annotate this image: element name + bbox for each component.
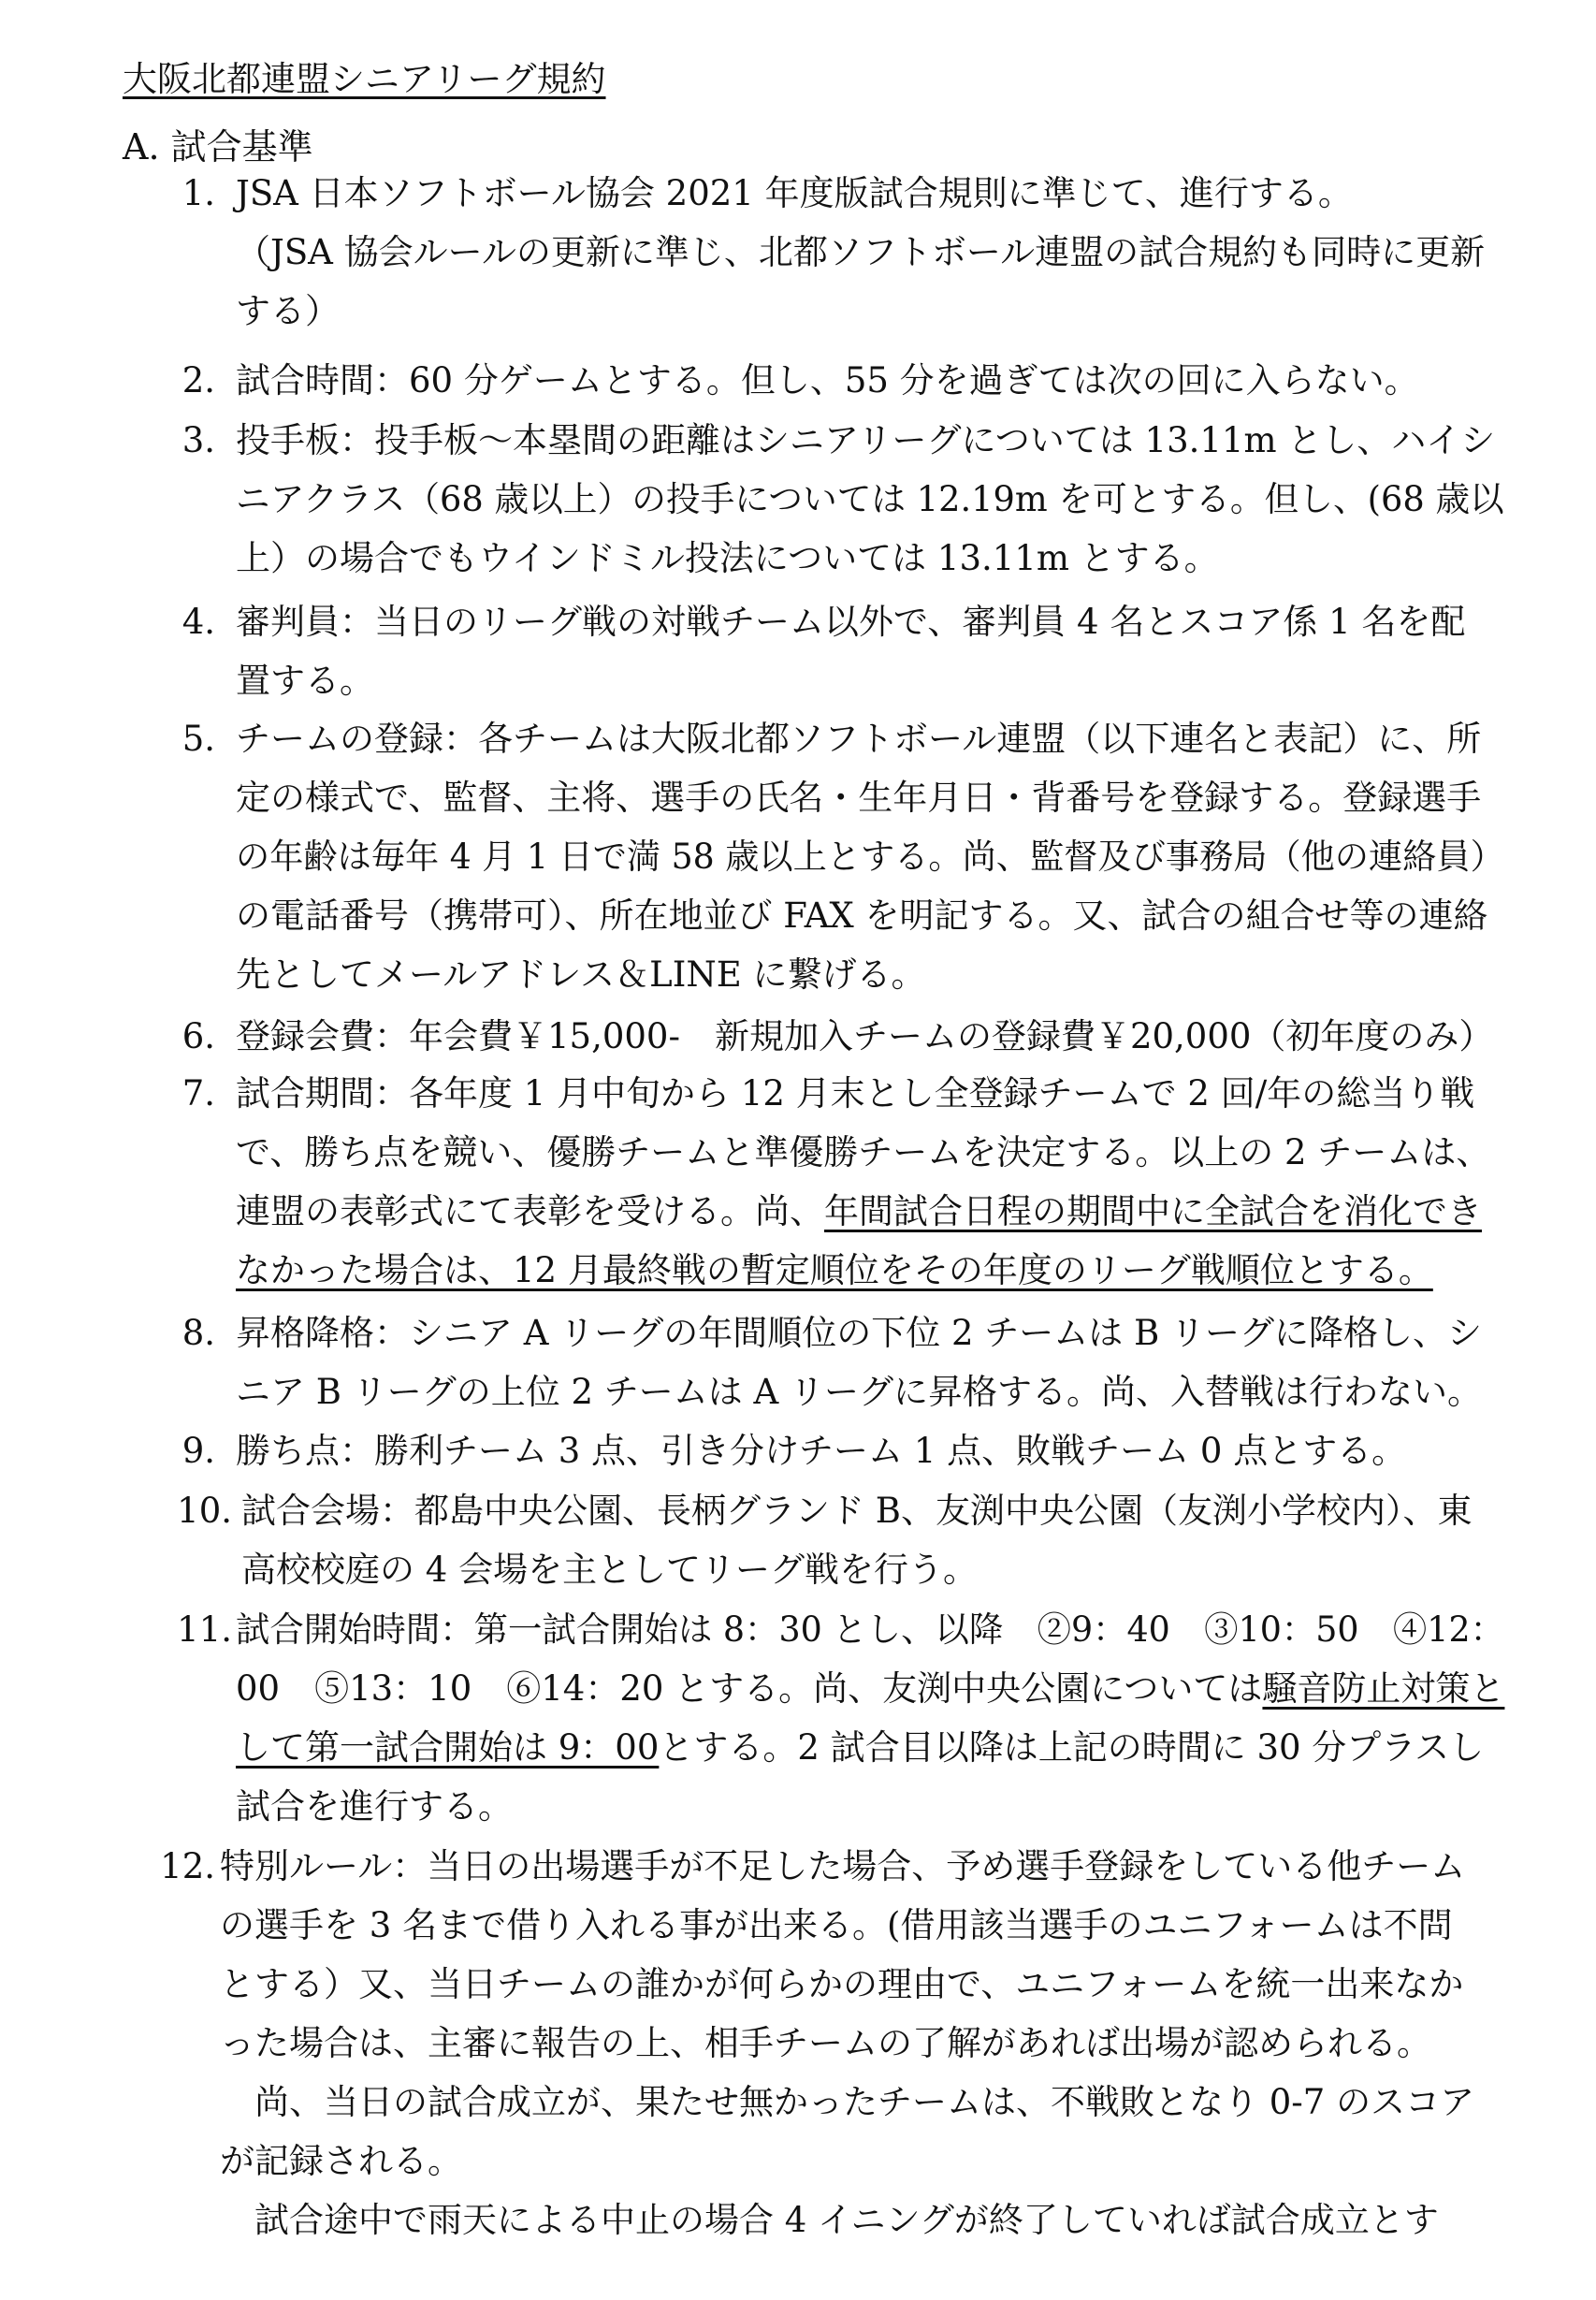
text-segment: の電話番号（携帯可）、所在地並び FAX を明記する。又、試合の組合せ等の連絡 xyxy=(236,895,1488,936)
text-segment: ニア B リーグの上位 2 チームは A リーグに昇格する。尚、入替戦は行わない。 xyxy=(236,1372,1483,1412)
rule-number: 1. xyxy=(181,173,215,213)
underlined-text: なかった場合は、12 月最終戦の暫定順位をその年度のリーグ戦順位とする。 xyxy=(236,1250,1433,1290)
rule-text-line xyxy=(236,834,1504,881)
text-segment: 勝ち点：勝利チーム 3 点、引き分けチーム 1 点、敗戦チーム 0 点とする。 xyxy=(236,1431,1407,1471)
text-segment: 審判員：当日のリーグ戦の対戦チーム以外で、審判員 4 名とスコア係 1 名を配 xyxy=(236,602,1466,642)
text-segment: （JSA 協会ルールの更新に準じ、北都ソフトボール連盟の試合規約も同時に更新 xyxy=(236,232,1486,272)
text-segment: とする。2 試合目以降は上記の時間に 30 分プラスし xyxy=(659,1727,1485,1768)
rule-text-line xyxy=(236,535,1219,582)
text-segment: 定の様式で、監督、主将、選手の氏名・生年月日・背番号を登録する。登録選手 xyxy=(236,778,1482,818)
text-segment: 試合期間：各年度 1 月中旬から 12 月末とし全登録チームで 2 回/年の総当り戦 xyxy=(236,1073,1475,1114)
text-segment: 特別ルール：当日の出場選手が不足した場合、予め選手登録をしている他チーム xyxy=(220,1846,1466,1886)
text-segment: JSA 日本ソフトボール協会 2021 年度版試合規則に準じて、進行する。 xyxy=(236,173,1353,213)
rule-number: 2. xyxy=(181,360,215,400)
text-segment: 00 ⑤13：10 ⑥14：20 とする。尚、友渕中央公園については xyxy=(236,1668,1263,1709)
text-segment: 先としてメールアドレス＆LINE に繋げる。 xyxy=(236,954,926,995)
text-segment: 高校校庭の 4 会場を主としてリーグ戦を行う。 xyxy=(241,1550,979,1590)
rule-text-line xyxy=(236,599,1465,646)
text-segment: が記録される。 xyxy=(220,2141,462,2181)
text-segment: 試合途中で雨天による中止の場合 4 イニングが終了していれば試合成立とす xyxy=(220,2200,1439,2240)
text-segment: 置する。 xyxy=(236,661,374,701)
rule-number: 8. xyxy=(181,1313,215,1353)
rule-number: 7. xyxy=(181,1073,215,1114)
rule-number: 11. xyxy=(177,1609,232,1650)
rule-text-line xyxy=(236,1310,1482,1357)
rule-text-line xyxy=(236,1247,1433,1294)
rule-text-line xyxy=(236,658,374,705)
rule-number: 10. xyxy=(177,1491,232,1531)
underlined-text: して第一試合開始は 9：00 xyxy=(236,1727,660,1768)
rule-text-line xyxy=(236,417,1495,464)
text-segment: 試合時間：60 分ゲームとする。但し、55 分を過ぎては次の回に入らない。 xyxy=(236,360,1419,400)
rule-number: 9. xyxy=(181,1431,215,1471)
rule-text-line xyxy=(236,1783,513,1830)
text-segment: 試合開始時間：第一試合開始は 8：30 とし、以降 ②9：40 ③10：50 ④12： xyxy=(236,1609,1504,1650)
rule-text-line xyxy=(236,775,1481,822)
rule-text-line xyxy=(220,1902,1453,1949)
text-segment: で、勝ち点を競い、優勝チームと準優勝チームを決定する。以上の 2 チームは、 xyxy=(236,1132,1491,1172)
text-segment: った場合は、主審に報告の上、相手チームの了解があれば出場が認められる。 xyxy=(220,2023,1431,2063)
document-title: 大阪北都連盟シニアリーグ規約 xyxy=(123,59,606,99)
text-segment: 試合を進行する。 xyxy=(236,1786,513,1827)
text-segment: 登録会費：年会費￥15,000- 新規加入チームの登録費￥20,000（初年度のみ） xyxy=(236,1016,1494,1056)
rule-text-line xyxy=(236,476,1504,523)
rule-number: 6. xyxy=(181,1016,215,1056)
rule-text-line xyxy=(236,288,340,335)
text-segment: 連盟の表彰式にて表彰を受ける。尚、 xyxy=(236,1191,824,1231)
rule-text-line xyxy=(236,1428,1406,1475)
rule-text-line xyxy=(220,2020,1431,2067)
text-segment: 尚、当日の試合成立が、果たせ無かったチームは、不戦敗となり 0-7 のスコア xyxy=(220,2082,1475,2122)
rule-number: 5. xyxy=(181,719,215,759)
rule-text-line xyxy=(220,2138,462,2185)
rule-text-line xyxy=(241,1488,1472,1535)
rule-text-line xyxy=(236,357,1419,404)
rule-number: 12. xyxy=(160,1846,215,1886)
rule-text-line xyxy=(220,1843,1465,1890)
rule-text-line xyxy=(236,893,1488,939)
rule-text-line xyxy=(236,1129,1490,1176)
text-segment: とする）又、当日チームの誰かが何らかの理由で、ユニフォームを統一出来なか xyxy=(220,1964,1464,2004)
rule-text-line xyxy=(236,170,1353,217)
rule-text-line xyxy=(236,1188,1482,1235)
underlined-text: 騒音防止対策と xyxy=(1262,1668,1505,1709)
rule-text-line xyxy=(236,1369,1482,1416)
underlined-text: 年間試合日程の期間中に全試合を消化でき xyxy=(824,1191,1482,1231)
rule-text-line xyxy=(236,1725,1484,1771)
rule-text-line xyxy=(236,952,925,998)
rule-number: 3. xyxy=(181,420,215,460)
rule-text-line xyxy=(220,1961,1463,2008)
section-heading: A. 試合基準 xyxy=(123,126,313,167)
text-segment: 昇格降格：シニア A リーグの年間順位の下位 2 チームは B リーグに降格し、シ xyxy=(236,1313,1483,1353)
text-segment: ニアクラス（68 歳以上）の投手については 12.19m を可とする。但し、(68 歳以 xyxy=(236,479,1504,519)
text-segment: 上）の場合でもウインドミル投法については 13.11m とする。 xyxy=(236,538,1219,578)
rule-text-line xyxy=(236,1607,1504,1653)
rule-text-line xyxy=(220,2079,1474,2126)
rule-text-line xyxy=(236,716,1481,763)
rule-text-line xyxy=(236,1070,1474,1117)
text-segment: の選手を 3 名まで借り入れる事が出来る。(借用該当選手のユニフォームは不問 xyxy=(220,1905,1453,1945)
rule-text-line xyxy=(241,1547,978,1594)
rule-text-line xyxy=(236,229,1485,276)
rule-text-line xyxy=(236,1013,1493,1060)
rule-number: 4. xyxy=(181,602,215,642)
text-segment: する） xyxy=(236,291,340,331)
rule-text-line xyxy=(220,2197,1439,2244)
text-segment: チームの登録：各チームは大阪北都ソフトボール連盟（以下連名と表記）に、所 xyxy=(236,719,1482,759)
text-segment: 投手板：投手板～本塁間の距離はシニアリーグについては 13.11m とし、ハイシ xyxy=(236,420,1496,460)
text-segment: 試合会場：都島中央公園、長柄グランド B、友渕中央公園（友渕小学校内）、東 xyxy=(241,1491,1473,1531)
text-segment: の年齢は毎年 4 月 1 日で満 58 歳以上とする。尚、監督及び事務局（他の連絡員） xyxy=(236,837,1504,877)
rule-text-line xyxy=(236,1666,1504,1712)
